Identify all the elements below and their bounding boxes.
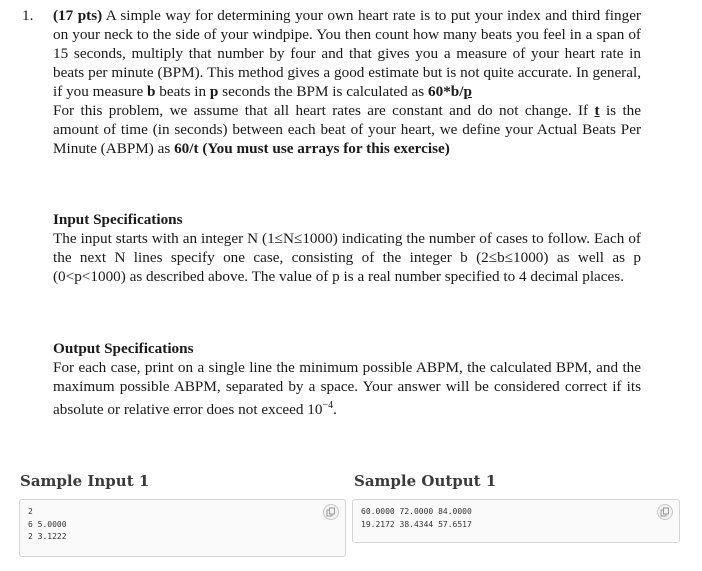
sample-input-line: 2 3.1222 — [28, 532, 67, 541]
sample-output-line: 60.0000 72.0000 84.0000 — [361, 507, 472, 516]
copy-icon[interactable] — [323, 504, 339, 520]
output-spec-exponent: −4 — [322, 400, 334, 411]
problem-intro-text: A simple way for determining your own heart rate is to put your index and third finger on your neck to the side of your windpipe. You then count how many beats you feel in a span of 15 seconds, multiply that number by four and that gives you a measure of your heart rate in beats per minute (BPM). This method gives a good estimate but is not quite accurate. In general, if you measure — [53, 7, 641, 100]
sample-input-line: 2 — [28, 507, 33, 516]
problem-points: (17 pts) — [53, 7, 103, 24]
sample-input-title: Sample Input 1 — [20, 472, 150, 490]
var-t: t — [594, 102, 600, 119]
output-spec-text-b: . — [333, 401, 337, 419]
problem-body — [53, 6, 641, 158]
sample-input-line: 6 5.0000 — [28, 519, 67, 529]
input-spec-text: The input starts with an integer N (1≤N≤1000) indicating the number of cases to follow. Each of the next N lines specify one case, consisting of the integer b (2≤b≤1000) as well as p (0<p<1000) as described above. The value of p is a real number specified to 4 decimal places. — [53, 230, 641, 285]
sample-output-box[interactable] — [352, 499, 680, 543]
var-p: p — [209, 83, 219, 100]
bpm-formula-prefix: 60*b/ — [428, 83, 464, 100]
output-spec-text — [53, 358, 641, 419]
input-spec-title: Input Specifications — [53, 211, 183, 228]
copy-icon-glyph — [660, 507, 670, 517]
sample-output-line: 19.2172 38.4344 57.6517 — [361, 519, 472, 529]
problem-number: 1. — [22, 7, 34, 24]
bpm-formula — [428, 83, 472, 100]
sample-input-box[interactable] — [19, 499, 346, 557]
output-specifications — [53, 339, 641, 419]
sample-output-title: Sample Output 1 — [354, 472, 497, 490]
abpm-text-b: is the amount of time (in seconds) between each beat of your heart, we define your Actual Beats Per Minute (ABPM) as — [53, 102, 642, 157]
bpm-formula-p: p — [463, 83, 472, 100]
input-specifications — [53, 210, 641, 286]
arrays-note: (You must use arrays for this exercise) — [198, 140, 450, 157]
output-spec-text-a: For each case, print on a single line the minimum possible ABPM, the calculated BPM, and the maximum possible ABPM, separated by a space. Your answer will be considered correct if its absolute or relative error does not exceed 10 — [53, 359, 641, 419]
problem-intro-mid1: beats in — [155, 83, 210, 100]
problem-intro-paragraph — [53, 6, 641, 101]
problem-intro-mid2: seconds the BPM is calculated as — [218, 83, 429, 100]
abpm-formula: 60/t — [174, 140, 199, 157]
abpm-text-a: For this problem, we assume that all heart rates are constant and do not change. If — [53, 102, 595, 119]
var-b: b — [147, 83, 156, 100]
output-spec-title: Output Specifications — [53, 340, 194, 357]
problem-abpm-paragraph — [53, 101, 641, 158]
copy-icon-glyph — [326, 507, 336, 517]
copy-icon[interactable] — [657, 504, 673, 520]
